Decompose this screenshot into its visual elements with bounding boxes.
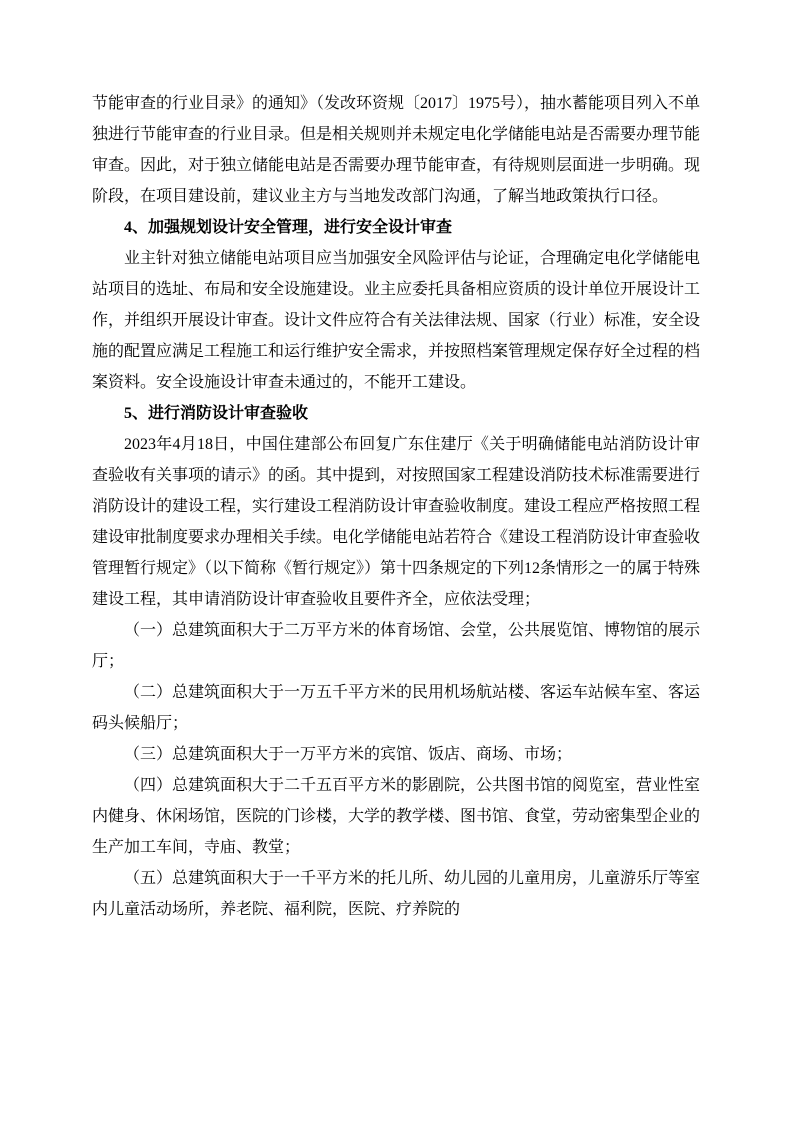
list-item-1: （一）总建筑面积大于二万平方米的体育场馆、会堂，公共展览馆、博物馆的展示厅； (92, 622, 701, 670)
list-item-5: （五）总建筑面积大于一千平方米的托儿所、幼儿园的儿童用房，儿童游乐厅等室内儿童活动场所，养老院、福利院，医院、疗养院的 (92, 870, 701, 918)
section-5-body: 2023年4月18日，中国住建部公布回复广东住建厅《关于明确储能电站消防设计审查验收有关事项的请示》的函。其中提到，对按照国家工程建设消防技术标准需要进行消防设计的建设工程，实行建设工程消防设计审查验收制度。建设工程应严格按照工程建设审批制度要求办理相关手续。电化学储能电站若符合《建设工程消防设计审查验收管理暂行规定》（以下简称《暂行规定》）第十四条规定的下列12条情形之一的属于特殊建设工程，其申请消防设计审查验收且要件齐全，应依法受理； (92, 436, 701, 608)
section-heading-4: 4、加强规划设计安全管理，进行安全设计审查 (124, 219, 453, 236)
list-item-3: （三）总建筑面积大于一万平方米的宾馆、饭店、商场、市场； (124, 746, 573, 763)
list-item-4: （四）总建筑面积大于二千五百平方米的影剧院，公共图书馆的阅览室，营业性室内健身、休闲场馆，医院的门诊楼，大学的教学楼、图书馆、食堂，劳动密集型企业的生产加工车间，寺庙、教堂； (92, 777, 701, 856)
section-heading-5: 5、进行消防设计审查验收 (124, 405, 309, 422)
list-item-2: （二）总建筑面积大于一万五千平方米的民用机场航站楼、客运车站候车室、客运码头候船厅； (92, 684, 701, 732)
paragraph-energy-review-continuation: 节能审查的行业目录》的通知》（发改环资规〔2017〕1975号），抽水蓄能项目列入不单独进行节能审查的行业目录。但是相关规则并未规定电化学储能电站是否需要办理节能审查。因此，对于独立储能电站是否需要办理节能审查，有待规则层面进一步明确。现阶段，在项目建设前，建议业主方与当地发改部门沟通，了解当地政策执行口径。 (92, 95, 701, 205)
section-4-body: 业主针对独立储能电站项目应当加强安全风险评估与论证，合理确定电化学储能电站项目的选址、布局和安全设施建设。业主应委托具备相应资质的设计单位开展设计工作，并组织开展设计审查。设计文件应符合有关法律法规、国家（行业）标准，安全设施的配置应满足工程施工和运行维护安全需求，并按照档案管理规定保存好全过程的档案资料。安全设施设计审查未通过的，不能开工建设。 (92, 250, 701, 391)
